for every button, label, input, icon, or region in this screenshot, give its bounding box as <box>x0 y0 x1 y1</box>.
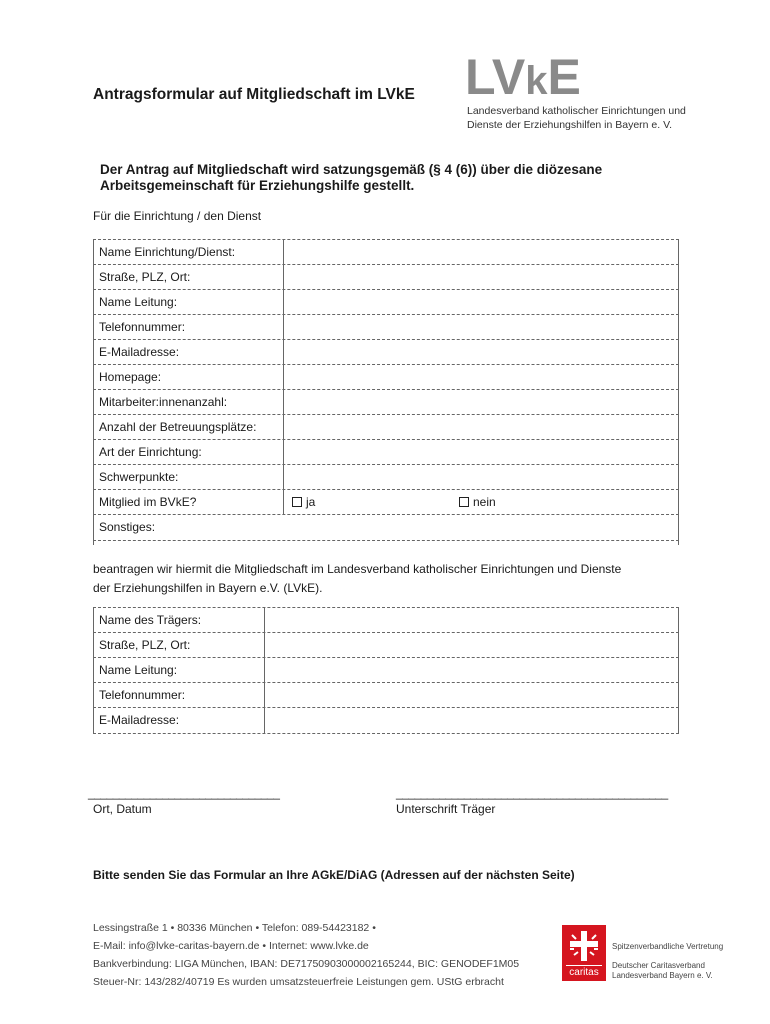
table-row <box>93 658 679 683</box>
option-no-label: nein <box>473 495 496 509</box>
intro-line2: Arbeitsgemeinschaft für Erziehungshilfe gestellt. <box>100 178 415 193</box>
field-carrier-name[interactable] <box>265 608 679 632</box>
intro-text <box>100 162 660 194</box>
signature-line[interactable]: ____________________________________________ <box>396 786 668 800</box>
row-label-homepage: Homepage: <box>93 365 284 389</box>
footer-email: E-Mail: info@lvke-caritas-bayern.de • Internet: www.lvke.de <box>93 940 369 952</box>
field-institution-name[interactable] <box>284 240 679 264</box>
footer-bank: Bankverbindung: LIGA München, IBAN: DE71750903000002165244, BIC: GENODEF1M05 <box>93 958 520 970</box>
lvke-logo <box>465 49 581 106</box>
page-title: Antragsformular auf Mitgliedschaft im LVkE <box>93 86 415 103</box>
option-no[interactable] <box>459 490 496 514</box>
table-row <box>93 290 679 315</box>
row-label-carrier-address: Straße, PLZ, Ort: <box>93 633 265 657</box>
field-carrier-leader[interactable] <box>265 658 679 682</box>
logo-letter-e: E <box>547 49 581 105</box>
row-label-leader: Name Leitung: <box>93 290 284 314</box>
table-row <box>93 340 679 365</box>
table-row <box>93 683 679 708</box>
table-row <box>93 633 679 658</box>
checkbox-yes[interactable] <box>292 497 302 507</box>
field-institution-type[interactable] <box>284 440 679 464</box>
field-care-places[interactable] <box>284 415 679 439</box>
logo-subtitle-line2: Dienste der Erziehungshilfen in Bayern e. V. <box>467 118 673 131</box>
option-yes[interactable] <box>292 490 315 514</box>
row-label-carrier-phone: Telefonnummer: <box>93 683 265 707</box>
caritas-org-line1: Deutscher Caritasverband <box>612 961 705 970</box>
row-label-address: Straße, PLZ, Ort: <box>93 265 284 289</box>
field-institution-homepage[interactable] <box>284 365 679 389</box>
table-row <box>93 440 679 465</box>
logo-subtitle <box>467 105 686 132</box>
footer-contact <box>93 919 519 991</box>
request-line1: beantragen wir hiermit die Mitgliedschaft im Landesverband katholischer Einrichtungen und Dienste <box>93 562 622 576</box>
field-focus-areas[interactable] <box>284 465 679 489</box>
table-row <box>93 515 679 540</box>
row-label-carrier-email: E-Mailadresse: <box>93 708 265 733</box>
field-carrier-address[interactable] <box>265 633 679 657</box>
row-label-carrier-leader: Name Leitung: <box>93 658 265 682</box>
caritas-org-line2: Landesverband Bayern e. V. <box>612 971 713 980</box>
row-label-email: E-Mailadresse: <box>93 340 284 364</box>
checkbox-no[interactable] <box>459 497 469 507</box>
logo-letter-k: k <box>525 59 548 103</box>
caritas-logo <box>562 925 606 981</box>
table-row <box>93 265 679 290</box>
request-text <box>93 560 693 598</box>
table-row <box>93 490 679 515</box>
field-institution-phone[interactable] <box>284 315 679 339</box>
caritas-word: caritas <box>569 967 599 978</box>
bvke-membership-options <box>284 490 679 514</box>
table-row <box>93 315 679 340</box>
row-label-name: Name Einrichtung/Dienst: <box>93 240 284 264</box>
field-institution-email[interactable] <box>284 340 679 364</box>
signature-label: Unterschrift Träger <box>396 802 496 816</box>
field-institution-leader[interactable] <box>284 290 679 314</box>
table-row <box>93 365 679 390</box>
table-row <box>93 708 679 733</box>
place-date-label: Ort, Datum <box>93 802 152 816</box>
carrier-table <box>93 607 679 734</box>
caritas-tagline: Spitzenverbandliche Vertretung <box>612 942 724 951</box>
row-label-focus: Schwerpunkte: <box>93 465 284 489</box>
row-label-other[interactable]: Sonstiges: <box>93 515 679 545</box>
table-row <box>93 390 679 415</box>
row-label-bvke: Mitglied im BVkE? <box>93 490 284 514</box>
footer-tax: Steuer-Nr: 143/282/40719 Es wurden umsatzsteuerfreie Leistungen gem. UStG erbracht <box>93 976 504 988</box>
row-label-places: Anzahl der Betreuungsplätze: <box>93 415 284 439</box>
field-carrier-phone[interactable] <box>265 683 679 707</box>
section1-heading: Für die Einrichtung / den Dienst <box>93 209 262 223</box>
table-row <box>93 608 679 633</box>
footer-address: Lessingstraße 1 • 80336 München • Telefon: 089-54423182 • <box>93 922 376 934</box>
field-carrier-email[interactable] <box>265 708 679 733</box>
institution-table <box>93 239 679 541</box>
logo-subtitle-line1: Landesverband katholischer Einrichtungen und <box>467 105 686 117</box>
field-staff-count[interactable] <box>284 390 679 414</box>
intro-line1: Der Antrag auf Mitgliedschaft wird satzungsgemäß (§ 4 (6)) über die diözesane <box>100 162 603 177</box>
row-label-carrier-name: Name des Trägers: <box>93 608 265 632</box>
table-row <box>93 415 679 440</box>
row-label-staff: Mitarbeiter:innenanzahl: <box>93 390 284 414</box>
row-label-type: Art der Einrichtung: <box>93 440 284 464</box>
request-line2: der Erziehungshilfen in Bayern e.V. (LVkE). <box>93 581 323 595</box>
field-institution-address[interactable] <box>284 265 679 289</box>
option-yes-label: ja <box>306 495 316 509</box>
table-row <box>93 465 679 490</box>
row-label-phone: Telefonnummer: <box>93 315 284 339</box>
table-row <box>93 240 679 265</box>
send-instructions: Bitte senden Sie das Formular an Ihre AGkE/DiAG (Adressen auf der nächsten Seite) <box>93 868 575 882</box>
logo-letters-lv: LV <box>465 49 526 105</box>
place-date-line[interactable]: _______________________________ <box>88 786 280 800</box>
